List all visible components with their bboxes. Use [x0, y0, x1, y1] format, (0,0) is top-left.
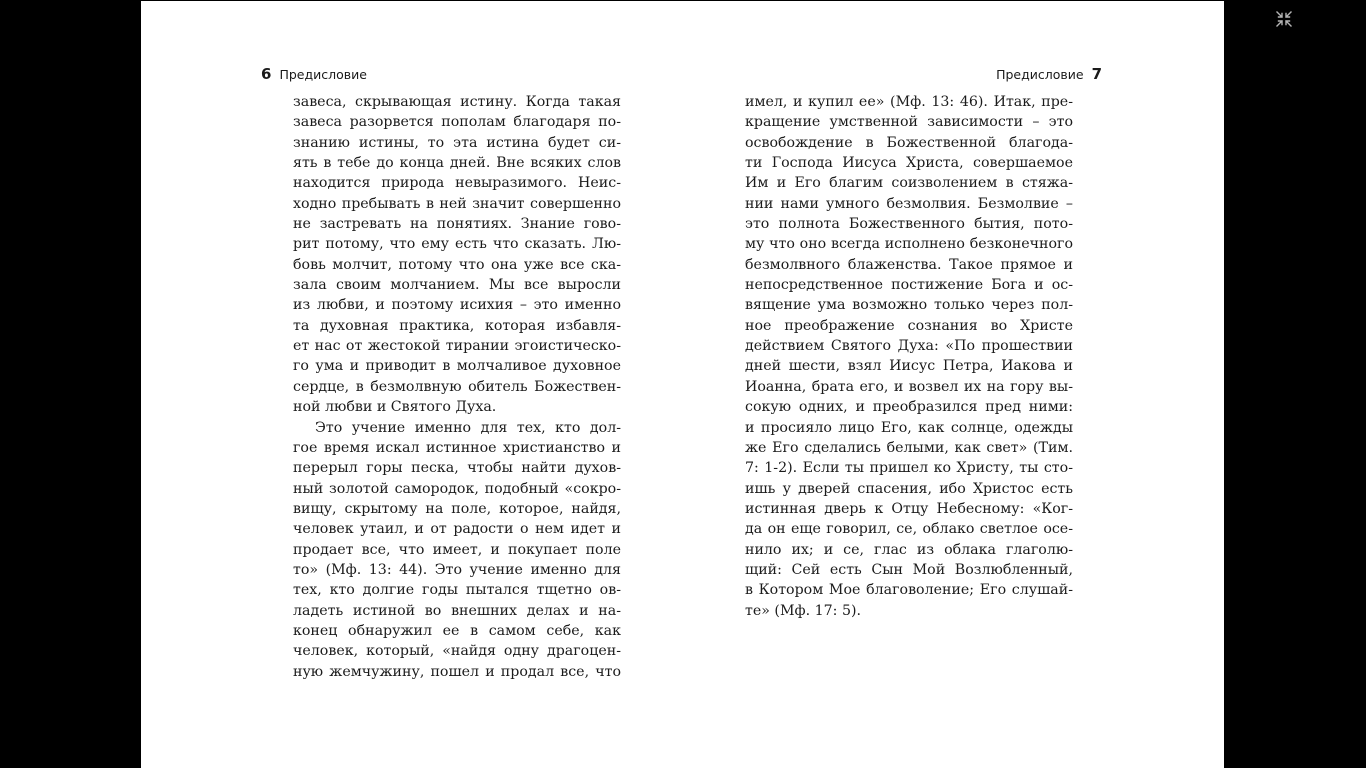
- text-line: вящение ума возможно только через пол-: [745, 297, 1073, 314]
- text-line: му что оно всегда исполнено безконечного: [745, 236, 1073, 253]
- text-line: завеса, скрывающая истину. Когда такая: [293, 94, 621, 110]
- text-line: ять в тебе до конца дней. Вне всяких слов: [293, 155, 621, 172]
- text-line: это полнота Божественного бытия, пото-: [745, 216, 1073, 233]
- text-line: дней шести, взял Иисус Петра, Иакова и: [745, 358, 1073, 375]
- text-line: бовь молчит, потому что она уже все ска-: [293, 256, 621, 273]
- text-line: 7: 1-2). Если ты пришел ко Христу, ты сто-: [745, 460, 1073, 477]
- text-line: тех, кто долгие годы пытался тщетно ов-: [293, 582, 621, 599]
- text-line: кращение умственной зависимости – это: [745, 114, 1073, 131]
- text-line: сокую одних, и преобразился пред ними:: [745, 399, 1073, 416]
- text-line: человек утаил, и от радости о нем идет и: [293, 521, 621, 538]
- text-line: ной любви и Святого Духа.: [293, 399, 497, 416]
- right-page-text: [745, 92, 1073, 621]
- text-line: вищу, скрытому на поле, которое, найдя,: [293, 500, 621, 517]
- left-page-number: 6: [261, 65, 272, 83]
- text-line: конец обнаружил ее в самом себе, как: [293, 622, 621, 639]
- text-line: находится природа невыразимого. Неис-: [293, 175, 621, 192]
- text-line: ный золотой самородок, подобный «сокро-: [293, 480, 621, 497]
- text-line: та духовная практика, которая избавля-: [293, 317, 621, 334]
- text-line: то» (Мф. 13: 44). Это учение именно для: [293, 561, 621, 578]
- book-spread: [141, 1, 1224, 768]
- text-line: завеса разорвется пополам благодаря по-: [293, 114, 621, 131]
- text-line: продает все, что имеет, и покупает поле: [293, 541, 621, 558]
- text-line: из любви, и поэтому исихия – это именно: [293, 297, 621, 314]
- right-page-header-title: Предисловие: [996, 67, 1084, 82]
- text-line: ходно пребывать в ней значит совершенно: [293, 195, 621, 212]
- text-line: рит потому, что ему есть что сказать. Лю-: [293, 236, 621, 253]
- text-line: человек, который, «найдя одну драгоцен-: [293, 643, 621, 660]
- text-line: и просияло лицо Его, как солнце, одежды: [745, 419, 1073, 436]
- text-line: те» (Мф. 17: 5).: [745, 602, 862, 619]
- text-line: освобождение в Божественной благода-: [745, 134, 1073, 151]
- left-page-text: [293, 92, 621, 682]
- text-line: Иоанна, брата его, и возвел их на гору вы-: [745, 378, 1073, 395]
- text-line: да он еще говорил, се, облако светлое осе-: [745, 521, 1073, 538]
- exit-fullscreen-icon: [1275, 10, 1293, 28]
- exit-fullscreen-button[interactable]: [1275, 10, 1293, 28]
- text-line: истинная дверь к Отцу Небесному: «Ког-: [745, 500, 1073, 517]
- text-line: ти Господа Иисуса Христа, совершаемое: [745, 155, 1073, 172]
- text-line: безмолвного блаженства. Такое прямое и: [745, 256, 1073, 273]
- text-line: гое время искал истинное христианство и: [293, 439, 621, 456]
- text-line: перерыл горы песка, чтобы найти духов-: [293, 460, 621, 477]
- text-line: знанию истины, то эта истина будет си-: [293, 134, 621, 151]
- text-line: же Его сделались белыми, как свет» (Тим.: [745, 439, 1073, 456]
- text-line: ет нас от жестокой тирании эгоистическо-: [293, 338, 621, 355]
- text-line: ишь у дверей спасения, ибо Христос есть: [745, 480, 1073, 497]
- text-line: зала своим молчанием. Мы все выросли: [293, 277, 621, 294]
- text-line: ладеть истиной во внешних делах и на-: [293, 602, 621, 619]
- right-page-header: [996, 65, 1102, 83]
- text-line: ную жемчужину, пошел и продал все, что: [293, 663, 621, 680]
- text-line: действием Святого Духа: «По прошествии: [745, 338, 1073, 355]
- text-line: го ума и приводит в молчаливое духовное: [293, 358, 621, 375]
- text-line: имел, и купил ее» (Мф. 13: 46). Итак, пре-: [745, 94, 1073, 110]
- text-line: нии нами умного безмолвия. Безмолвие –: [745, 195, 1073, 212]
- text-line: Им и Его благим соизволением в стяжа-: [745, 175, 1073, 192]
- text-line: сердце, в безмолвную обитель Божествен-: [293, 378, 621, 395]
- text-line: в Котором Мое благоволение; Его слушай-: [745, 582, 1073, 599]
- right-page-number: 7: [1091, 65, 1102, 83]
- text-line: непосредственное постижение Бога и ос-: [745, 277, 1073, 294]
- text-line: Это учение именно для тех, кто дол-: [315, 419, 621, 436]
- left-page-header: [261, 65, 367, 83]
- text-line: ное преображение сознания во Христе: [745, 317, 1073, 334]
- text-line: щий: Сей есть Сын Мой Возлюбленный,: [745, 561, 1073, 578]
- text-line: не застревать на понятиях. Знание гово-: [293, 216, 621, 233]
- text-line: нило их; и се, глас из облака глаголю-: [745, 541, 1073, 558]
- left-page-header-title: Предисловие: [279, 67, 367, 82]
